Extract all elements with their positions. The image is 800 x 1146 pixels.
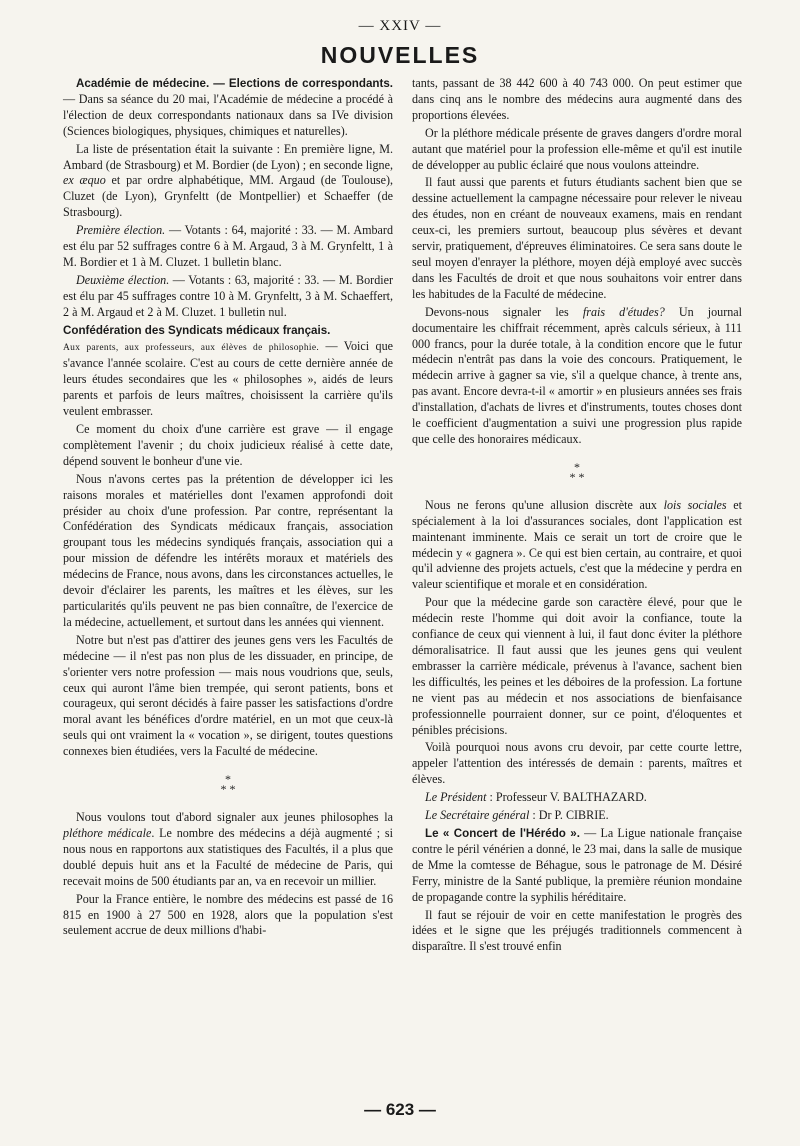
paragraph-text: La liste de présentation était la suivante : En première ligne, M. Ambard (de Strasbourg) et M. Bordier (de Lyon) ; en seconde ligne, bbox=[63, 141, 393, 172]
asterism-bottom: * * bbox=[220, 782, 236, 797]
paragraph bbox=[412, 826, 742, 906]
paragraph: Il faut aussi que parents et futurs étudiants sachent bien que se dessine actuellement la campagne nécessaire pour relever le niveau des études, non en créant de nouveaux examens, mais en rendant ceux-ci, les premiers surtout, beaucoup plus sévères et devant servir, pratiquement, d'épreuves éliminatoires. Ce sera sans doute le seul moyen d'enrayer la pléthore, moyen déjà employé avec succès dans les Facultés de droit et que nous souhaitons voir entrer dans les habitudes de la Faculté de médecine. bbox=[412, 175, 742, 301]
left-column bbox=[63, 76, 393, 941]
paragraph bbox=[412, 498, 742, 593]
article-heading: Le « Concert de l'Hérédo ». bbox=[425, 826, 580, 840]
paragraph bbox=[412, 305, 742, 448]
asterism-top: * bbox=[574, 459, 580, 474]
italic-text: Le Secrétaire général bbox=[425, 808, 530, 823]
paragraph-text: . Le nombre des médecins a déjà augmenté ; si nous nous en rapportons aux statistiques des Facultés, il a plus que doublé depuis huit ans et la Faculté de médecine de Paris, qui recevait moins de 500 étudiants par an, va en recevoir un millier. bbox=[63, 825, 394, 888]
paragraph-text: Nous ne ferons qu'une allusion discrète aux bbox=[425, 497, 664, 512]
paragraph-text: Devons-nous signaler les bbox=[425, 304, 583, 319]
paragraph bbox=[63, 76, 393, 140]
italic-text: lois sociales bbox=[663, 497, 727, 512]
signature-name: : Professeur V. BALTHAZARD. bbox=[486, 790, 647, 805]
paragraph bbox=[63, 323, 393, 420]
article-heading: Académie de médecine. — Elections de correspondants. bbox=[76, 77, 393, 90]
paragraph-text: — Dans sa séance du 20 mai, l'Académie de médecine a procédé à l'élection de deux correspondants nationaux dans sa IVe division (Sciences biologiques, physiques, chimiques et naturelles). bbox=[63, 91, 393, 138]
paragraph-text: et spécialement à la loi d'assurances sociales, dont l'application est maintenant imminente. Mais ce serait un tort de croire que le médecin y « gagnera ». Ce qui est bien certain, au contraire, et quoi qu'il advienne des projets actuels, c'est que la médecine y perdra en valeur scientifique et morale et en considération. bbox=[412, 497, 742, 592]
signature-line bbox=[412, 808, 742, 824]
paragraph-text: Un journal documentaire les chiffrait récemment, après calculs sérieux, à 111 000 francs, pour la durée totale, à la condition encore que le futur médecin n'entrât pas dans la voie des concours. Pratiquement, le médecin arrive à gagner sa vie, s'il a quelque chance, à trente ans, pas avant. Encore devra-t-il « amortir » en plusieurs années ses frais d'installation, d'achats de livres et d'instruments, toutes choses dont le coefficient d'augmentation a suivi une progression plus rapide que celle des honoraires médicaux. bbox=[412, 304, 742, 446]
article-heading: Confédération des Syndicats médicaux français. bbox=[63, 323, 331, 337]
paragraph: Nous n'avons certes pas la prétention de développer ici les raisons morales et matérielles dont l'examen approfondi doit présider au choix d'une profession. Par contre, représentant la Confédération des Syndicats médicaux français, association groupant tous les médecins syndiqués français, association qui a pour mission de défendre les intérêts moraux et matériels des médecins de France, nous avons, dans les circonstances actuelles, le devoir d'éclairer les parents, les maîtres et les élèves, sur les particularités qu'ils peuvent ne pas bien connaître, de l'exercice de la médecine, actuellement, et surtout dans les années qui viennent. bbox=[63, 471, 393, 629]
small-caps-text: Aux parents, aux professeurs, aux élèves de philosophie. bbox=[63, 342, 320, 353]
paragraph-text: et par ordre alphabétique, MM. Argaud (de Toulouse), Cluzet (de Lyon), Grynfeltt (de Montpellier) et Schaeffer (de Strasbourg). bbox=[63, 173, 393, 220]
asterism-bottom: * * bbox=[569, 469, 585, 484]
paragraph-text: — Votants : 63, majorité : 33. — M. Bordier est élu par 45 suffrages contre 10 à M. Grynfeltt, 3 à M. Schaeffert, 2 à M. Argaud et 2 à M. Cluzet. 1 bulletin nul. bbox=[63, 272, 393, 319]
signature-name: : Dr P. CIBRIE. bbox=[529, 808, 609, 823]
paragraph bbox=[63, 223, 393, 271]
asterism-separator bbox=[63, 772, 393, 797]
right-column bbox=[412, 76, 742, 957]
page-folio: — XXIV — bbox=[358, 18, 442, 34]
paragraph bbox=[63, 273, 393, 321]
italic-text: Le Président bbox=[425, 790, 487, 805]
asterism-top: * bbox=[225, 772, 231, 787]
signature-line bbox=[412, 790, 742, 806]
italic-text: ex æquo bbox=[63, 173, 106, 188]
paragraph: Voilà pourquoi nous avons cru devoir, par cette courte lettre, appeler l'attention des intéressés de demain : parents, maîtres et élèves. bbox=[412, 740, 742, 787]
paragraph-text: — La Ligue nationale française contre le péril vénérien a donné, le 23 mai, dans la salle de musique de Mme la comtesse de Béhague, sous le patronage de M. Désiré Ferry, ministre de la Santé publique, la première réunion mondaine de propagande contre la syphilis héréditaire. bbox=[412, 825, 742, 904]
section-title: NOUVELLES bbox=[320, 42, 480, 68]
paragraph: Ce moment du choix d'une carrière est grave — il engage complètement l'avenir ; du choix judicieux réalisé à cette date, dépend souvent le bonheur d'une vie. bbox=[63, 422, 393, 468]
paragraph: Pour que la médecine garde son caractère élevé, pour que le médecin reste l'homme qui doit avoir la confiance, toute la confiance de ceux qui viennent à lui, il faut donc éviter la pléthore démoralisatrice. Il faut aussi que les jeunes gens qui veulent embrasser la carrière médicale, prévenus à l'avance, sachent bien les difficultés, les peines et les déboires de la profession. La fortune ne vient pas au médecin et nos associations de bienfaisance professionnelle pourraient donner, sur ce point, d'éloquentes et pénibles précisions. bbox=[412, 595, 742, 737]
paragraph-text: Nous voulons tout d'abord signaler aux jeunes philosophes la bbox=[76, 810, 393, 825]
italic-text: frais d'études? bbox=[582, 304, 665, 319]
italic-text: Première élection. bbox=[76, 223, 166, 238]
paragraph-text: — Voici que s'avance l'année scolaire. C'est au cours de cette dernière année de leurs études secondaires que les « philosophes », aidés de leurs parents et parfois de leurs maîtres, choisissent la carrière qu'ils veulent embrasser. bbox=[63, 338, 394, 419]
paragraph: Notre but n'est pas d'attirer des jeunes gens vers les Facultés de médecine — il n'est pas non plus de les dissuader, en principe, de s'orienter vers notre profession — mais nous voudrions que, seuls, ceux qui auront l'âme bien trempée, qui seront patients, bons et courageux, qui seront décidés à faire passer les satisfactions d'ordre moral avant les bénéfices d'ordre matériel, en un mot que ceux-là seuls qui ont vraiment la « vocation », se dirigent, toutes questions connexes bien étudiées, vers la Faculté de médecine. bbox=[63, 632, 393, 759]
paragraph bbox=[63, 142, 393, 222]
paragraph: Pour la France entière, le nombre des médecins est passé de 16 815 en 1900 à 27 500 en 1928, alors que la population s'est seulement accrue de deux millions d'habi- bbox=[63, 891, 393, 938]
paragraph: tants, passant de 38 442 600 à 40 743 000. On peut estimer que dans cinq ans le nombre des médecins aura augmenté dans des proportions élevées. bbox=[412, 76, 742, 122]
paragraph: Il faut se réjouir de voir en cette manifestation le progrès des idées et le signe que les préjugés traditionnels commencent à disparaître. Il s'est trouvé enfin bbox=[412, 907, 742, 954]
paragraph: Or la pléthore médicale présente de graves dangers d'ordre moral autant que matériel pour la profession elle-même et qu'il est inutile de développer au public éclairé que nous voulons atteindre. bbox=[412, 125, 742, 172]
paragraph bbox=[63, 810, 393, 890]
asterism-separator bbox=[412, 459, 742, 484]
page-number: — 623 — bbox=[364, 1100, 436, 1119]
paragraph-text: — Votants : 64, majorité : 33. — M. Ambard est élu par 52 suffrages contre 6 à M. Argaud, 3 à M. Grynfeltt, 1 à M. Bordier et 1 à M. Cluzet. 1 bulletin blanc. bbox=[63, 223, 393, 269]
italic-text: Deuxième élection. bbox=[76, 272, 170, 287]
italic-text: pléthore médicale bbox=[63, 825, 152, 840]
